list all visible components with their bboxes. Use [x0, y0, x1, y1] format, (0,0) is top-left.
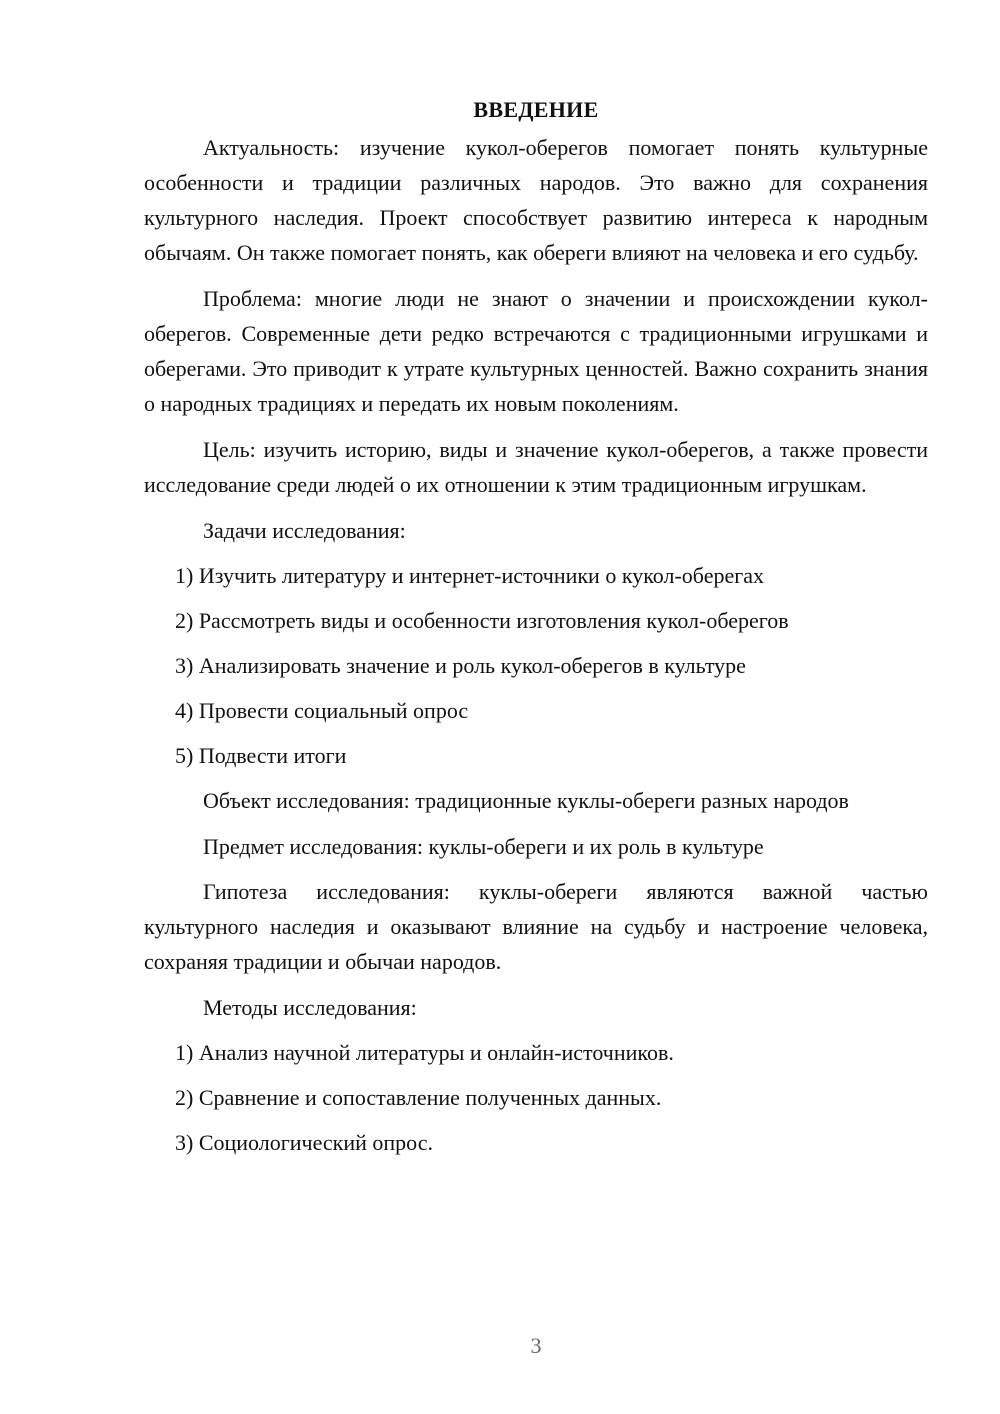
subject-paragraph: Предмет исследования: куклы-обереги и их роль в культуре [203, 834, 764, 859]
task-item: 2) Рассмотреть виды и особенности изготовления кукол-оберегов [175, 608, 789, 633]
relevance-paragraph: Актуальность: изучение кукол-оберегов помогает понять культурные особенности и традиции различных народов. Это важно для сохранения культурного наследия. Проект способствует развитию интереса к народным обычаям. Он также помогает понять, как обереги влияют на человека и его судьбу. [144, 135, 928, 265]
object-paragraph: Объект исследования: традиционные куклы-обереги разных народов [203, 788, 849, 813]
task-item: 3) Анализировать значение и роль кукол-оберегов в культуре [175, 653, 746, 678]
hypothesis-paragraph: Гипотеза исследования: куклы-обереги являются важной частью культурного наследия и оказывают влияние на судьбу и настроение человека, сохраняя традиции и обычаи народов. [144, 879, 928, 974]
document-page [144, 94, 928, 1170]
methods-heading: Методы исследования: [203, 995, 417, 1020]
task-item: 4) Провести социальный опрос [175, 698, 469, 723]
tasks-heading: Задачи исследования: [203, 518, 406, 543]
method-item: 1) Анализ научной литературы и онлайн-источников. [175, 1040, 674, 1065]
task-item: 5) Подвести итоги [175, 743, 347, 768]
page-title: ВВЕДЕНИЕ [473, 97, 599, 122]
method-item: 2) Сравнение и сопоставление полученных данных. [175, 1085, 662, 1110]
page-number: 3 [530, 1333, 542, 1358]
problem-paragraph: Проблема: многие люди не знают о значении и происхождении кукол-оберегов. Современные дети редко встречаются с традиционными игрушками и оберегами. Это приводит к утрате культурных ценностей. Важно сохранить знания о народных традициях и передать их новым поколениям. [144, 286, 928, 416]
goal-paragraph: Цель: изучить историю, виды и значение кукол-оберегов, а также провести исследование среди людей о их отношении к этим традиционным игрушкам. [144, 437, 928, 497]
task-item: 1) Изучить литературу и интернет-источники о кукол-оберегах [175, 563, 765, 588]
method-item: 3) Социологический опрос. [175, 1130, 433, 1155]
